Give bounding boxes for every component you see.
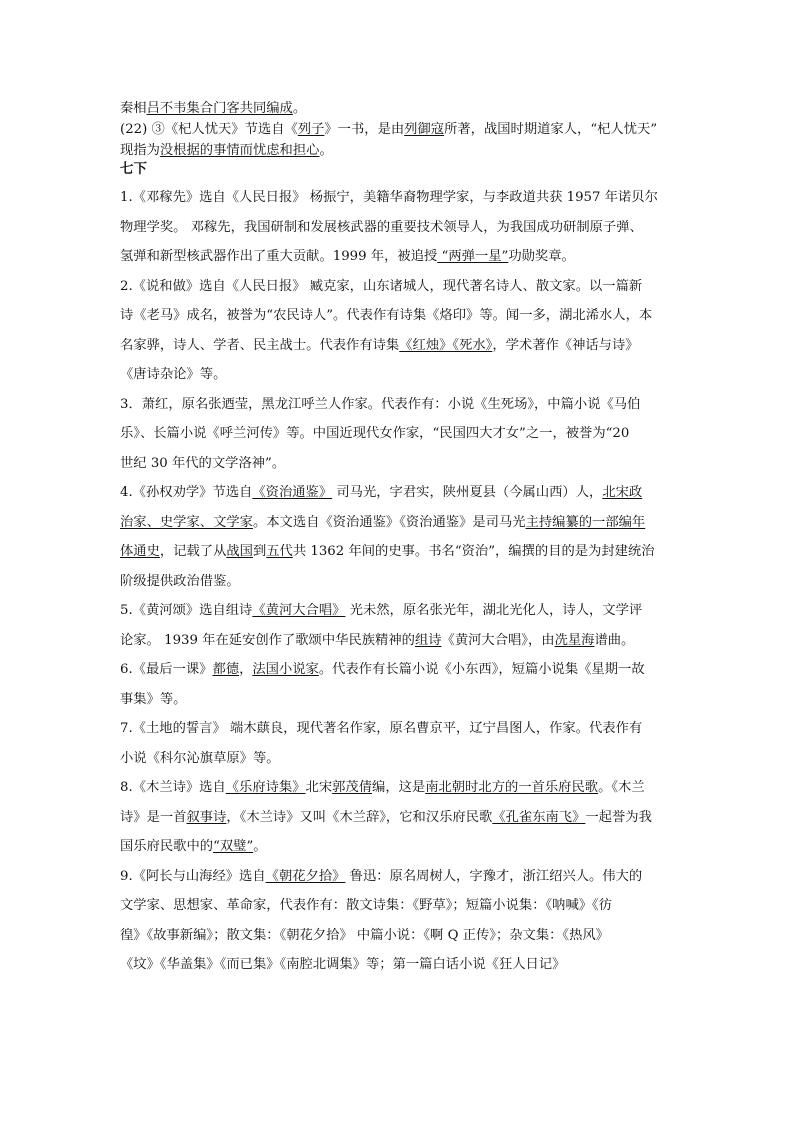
text-run: 秦相	[120, 101, 147, 116]
text-run: 世纪 30 年代的文学洛神”。	[120, 455, 286, 471]
underlined-text: 列御寇	[404, 122, 445, 137]
underlined-text: 列子	[297, 122, 325, 137]
underlined-text: 冼星海	[554, 632, 595, 648]
underlined-text: 体通史	[120, 544, 160, 559]
underlined-text: 《资治通鉴》	[252, 485, 333, 500]
text-line	[120, 950, 676, 980]
text-run: 乐》、长篇小说《呼兰河传》等。中国近现代女作家，“民国四大才女”之一，被誉为“20	[120, 426, 630, 441]
underlined-text: 吕不韦集合门客共同编成	[146, 101, 293, 116]
text-line	[120, 272, 676, 302]
text-line	[120, 331, 676, 361]
text-run: 诗》是一首	[120, 809, 187, 825]
text-run: 3．萧红，原名张迺莹，黑龙江呼兰人作家。代表作有：小说《生死场》，中篇小说《马伯	[120, 396, 641, 412]
text-run: 一起誉为我	[585, 809, 652, 825]
text-run: 北宋	[305, 780, 333, 795]
section-body	[120, 183, 676, 980]
text-run: 国乐府民歌中的	[120, 839, 214, 854]
text-run: 文学家、思想家、革命家，代表作有：散文诗集：《野草》；短篇小说集：《呐喊》《彷	[120, 898, 612, 913]
text-run: 所著，战国时期道家人，“杞人忧天”	[444, 122, 658, 137]
text-run: 。	[319, 143, 333, 158]
text-run: 诗《老马》成名，被誉为“农民诗人”。代表作有诗集《烙印》等。闻一多，湖北浠水人，本	[120, 308, 653, 323]
text-line	[120, 655, 676, 685]
text-line	[120, 449, 676, 479]
text-line	[120, 213, 676, 243]
underlined-text: 组诗	[414, 632, 442, 648]
text-run: ，学术著作《神话与诗》	[492, 337, 639, 353]
underlined-text: 郭茂倩	[332, 780, 373, 795]
text-run: 编，这是	[372, 780, 426, 795]
text-line	[120, 891, 676, 921]
text-run: 8.《木兰诗》选自	[120, 780, 226, 795]
underlined-text: “两弹一星”	[437, 249, 509, 264]
underlined-text: 《黄河大合唱》	[252, 603, 346, 618]
text-line	[120, 242, 676, 272]
text-line	[120, 862, 676, 892]
text-run: 功勋奖章。	[508, 249, 575, 264]
text-line	[120, 140, 676, 161]
text-run: 。代表作有长篇小说《小东西》，短篇小说集《星期一故	[318, 662, 645, 677]
text-line	[120, 714, 676, 744]
text-run: 6.《最后一课》	[120, 662, 213, 677]
text-run: 9.《阿长与山海经》选自	[120, 868, 266, 884]
underlined-text: 五代	[266, 544, 293, 559]
underlined-text: 主持编纂的一部编年	[525, 514, 646, 530]
text-run: 鲁迅：原名周树人，字豫才，浙江绍兴人。伟大的	[345, 868, 643, 884]
text-run: 谱曲。	[594, 632, 635, 648]
text-line	[120, 360, 676, 390]
text-run: 《唐诗杂论》等。	[120, 367, 227, 382]
text-run: (22) ③《杞人忧天》节选自《	[120, 122, 298, 137]
document-page	[120, 98, 676, 980]
text-run: ，	[239, 662, 253, 677]
text-line	[120, 183, 676, 213]
underlined-text: 《乐府诗集》	[225, 780, 306, 795]
underlined-text: 叙事诗	[186, 809, 227, 825]
text-line	[120, 596, 676, 626]
text-line	[120, 508, 676, 538]
underlined-text: 法国小说家	[252, 662, 319, 677]
underlined-text: 南北朝时北方的一首乐府民歌	[425, 780, 599, 795]
text-run: 。	[292, 101, 307, 116]
underlined-text: 北宋政	[602, 485, 643, 500]
underlined-text: “双璧”	[213, 839, 254, 854]
underlined-text: 治家、史学家、文学家	[120, 514, 253, 530]
text-run: 》一书，是由	[324, 122, 405, 137]
text-run: 7.《土地的誓言》 端木蕻良，现代著名作家，原名曹京平，辽宁昌图人，作家。代表作有	[120, 721, 643, 736]
text-run: 。	[253, 839, 267, 854]
text-line	[120, 567, 676, 597]
text-run: 1.《邓稼先》选自《人民日报》 杨振宁，美籍华裔物理学家，与李政道共获 1957 年诺贝尔	[120, 190, 658, 205]
text-run: 《黄河大合唱》，由	[441, 632, 555, 648]
text-run: 名家骅，诗人、学者、民主战士。代表作有诗集	[120, 337, 400, 353]
text-line	[120, 390, 676, 420]
text-run: 2.《说和做》选自《人民日报》 臧克家，山东诸城人，现代著名诗人、散文家。以一篇新	[120, 278, 643, 294]
underlined-text: 都德	[212, 662, 240, 677]
text-run: 司马光，字君实，陕州夏县（今属山西）人，	[332, 485, 603, 500]
text-line	[120, 685, 676, 715]
text-run: 共 1362 年间的史事。书名“资治”，编撰的目的是为封建统治	[292, 544, 655, 559]
text-run: 。《木兰	[598, 780, 645, 795]
text-run: 小说《科尔沁旗草原》等。	[120, 750, 280, 766]
underlined-text: 《红烛》	[399, 337, 453, 353]
text-run: 5.《黄河颂》选自组诗	[120, 603, 253, 618]
text-run: ，《木兰诗》又叫《木兰辞》，它和汉乐府民歌	[226, 809, 493, 825]
text-line	[120, 419, 676, 449]
text-run: 事集》等。	[120, 691, 187, 707]
text-run: 论家。 1939 年在延安创作了歌颂中华民族精神的	[120, 632, 415, 648]
text-run: 氢弹和新型核武器作出了重大贡献。1999 年，被追授	[120, 249, 438, 264]
text-line	[120, 537, 676, 567]
text-run: 徨》《故事新编》；散文集：《朝花夕拾》 中篇小说：《啊 Q 正传》；杂文集：《热风》	[120, 927, 609, 943]
text-line	[120, 773, 676, 803]
text-run: 。本文选自《资治通鉴》《资治通鉴》是司马光	[252, 514, 526, 530]
text-line	[120, 119, 676, 140]
text-run: ，记载了从	[159, 544, 227, 559]
text-line	[120, 98, 676, 119]
text-line	[120, 744, 676, 774]
underlined-text: 战国	[226, 544, 253, 559]
text-run: 现指为	[120, 143, 160, 158]
text-run: 阶级提供政治借鉴。	[120, 573, 240, 589]
text-line	[120, 301, 676, 331]
underlined-text: 《朝花夕拾》	[265, 868, 346, 884]
text-line	[120, 921, 676, 951]
text-run: 到	[252, 544, 267, 559]
text-run: 4.《孙权劝学》节选自	[120, 485, 253, 500]
text-line	[120, 478, 676, 508]
text-run: 《坟》《华盖集》《而已集》《南腔北调集》等；第一篇白话小说《狂人日记》	[120, 957, 566, 972]
section-heading: 七下	[120, 161, 147, 177]
underlined-text: 《死水》	[452, 337, 493, 353]
text-run: 物理学奖。 邓稼先，我国研制和发展核武器的重要技术领导人，为我国成功研制原子弹、	[120, 219, 643, 235]
underlined-text: 《孔雀东南飞》	[492, 809, 586, 825]
underlined-text: 没根据的事情而忧虑和担心	[159, 143, 320, 158]
text-line	[120, 803, 676, 833]
text-run: 光未然，原名张光年，湖北光化人，诗人，文学评	[345, 603, 643, 618]
text-line	[120, 832, 676, 862]
text-line	[120, 626, 676, 656]
previous-section-tail	[120, 98, 676, 161]
